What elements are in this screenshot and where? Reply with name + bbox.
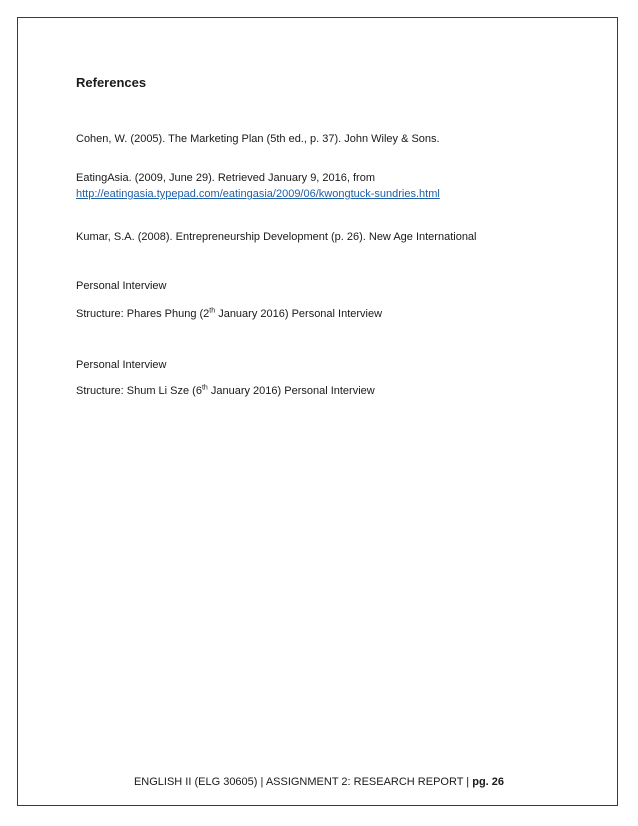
reference-eatingasia: EatingAsia. (2009, June 29). Retrieved January 9, 2016, from bbox=[76, 172, 376, 184]
page-number: pg. 26 bbox=[472, 776, 505, 788]
reference-kumar: Kumar, S.A. (2008). Entrepreneurship Development (p. 26). New Age International bbox=[76, 231, 477, 243]
interview-1-structure-prefix: Structure: Phares Phung (2 bbox=[76, 308, 210, 320]
reference-eatingasia-link[interactable]: http://eatingasia.typepad.com/eatingasia/2009/06/kwongtuck-sundries.html bbox=[76, 188, 440, 200]
interview-1-structure-sup: th bbox=[209, 307, 216, 315]
interview-2-structure-prefix: Structure: Shum Li Sze (6 bbox=[76, 385, 202, 397]
interview-2-title: Personal Interview bbox=[76, 359, 167, 371]
reference-cohen: Cohen, W. (2005). The Marketing Plan (5th ed., p. 37). John Wiley & Sons. bbox=[76, 133, 440, 145]
interview-1-structure-suffix: January 2016) Personal Interview bbox=[215, 308, 383, 320]
interview-1-structure bbox=[76, 307, 382, 321]
interview-2-structure-suffix: January 2016) Personal Interview bbox=[207, 385, 375, 397]
interview-2-structure-sup: th bbox=[201, 384, 208, 392]
interview-2-structure bbox=[76, 384, 375, 398]
footer-text: ENGLISH II (ELG 30605) | ASSIGNMENT 2: RESEARCH REPORT | bbox=[133, 776, 473, 788]
references-heading: References bbox=[76, 75, 147, 90]
page-footer bbox=[0, 776, 638, 788]
interview-1-title: Personal Interview bbox=[76, 280, 167, 292]
